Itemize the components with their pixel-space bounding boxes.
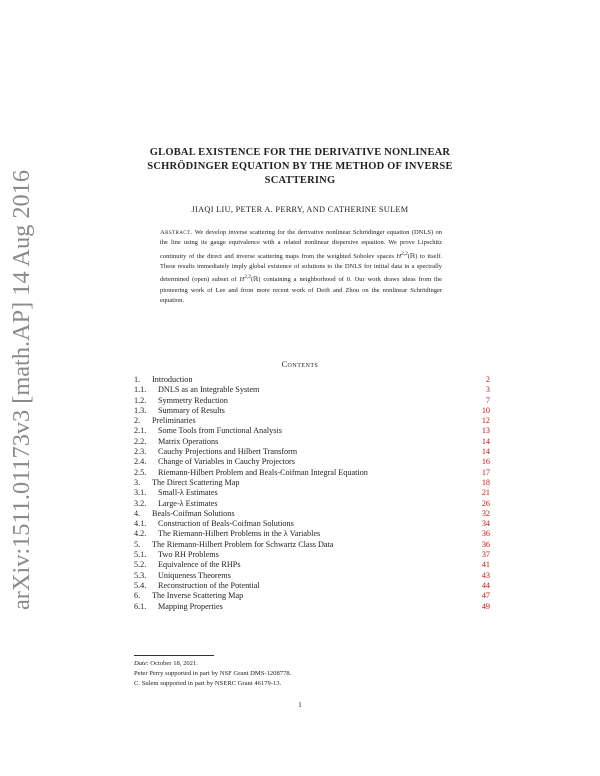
toc-entry-title: The Inverse Scattering Map [152,591,244,601]
abstract-text-1: We develop inverse scattering for the derivative nonlinear Schrödinger equation (DNLS) on the line using its gauge equivalence with a related nonlinear dispersive equation. We prove Lipschitz continuity of the direct and inverse scattering maps from the weighted Sobolev spaces [160,229,442,260]
table-of-contents [134,375,490,612]
sobolev-space-symbol: H [239,276,245,284]
toc-page-link[interactable]: 41 [481,560,490,570]
toc-entry-title: DNLS as an Integrable System [158,385,260,395]
toc-entry-title: Mapping Properties [158,601,223,611]
toc-entry[interactable] [134,540,490,550]
sobolev-space-symbol: H [396,252,402,260]
footnote-date [134,659,291,669]
toc-entry-number: 6. [134,591,141,601]
toc-entry[interactable] [134,581,490,591]
toc-entry[interactable] [134,396,490,406]
title-line-2: SCHRÖDINGER EQUATION BY THE METHOD OF INVERSE [147,161,453,172]
toc-entry-number: 6.1. [134,601,147,611]
contents-heading: Contents [281,360,319,369]
toc-page-link[interactable]: 36 [481,539,490,549]
toc-entry[interactable] [134,488,490,498]
toc-page-link[interactable]: 44 [481,580,490,590]
date-value: : October 18, 2021. [146,660,198,667]
toc-entry-number: 4.2. [134,529,147,539]
toc-page-link[interactable]: 13 [481,426,490,436]
toc-entry[interactable] [134,571,490,581]
toc-entry-title: Beals-Coifman Solutions [152,508,235,518]
toc-entry-number: 3. [134,477,141,487]
toc-page-link[interactable]: 3 [485,385,490,395]
toc-entry-title: Change of Variables in Cauchy Projectors [158,457,295,467]
toc-entry-title: Preliminaries [152,416,196,426]
toc-entry-number: 1.1. [134,385,147,395]
toc-entry-number: 2.2. [134,436,147,446]
sobolev-space-argument: (ℝ) [250,276,261,284]
toc-entry[interactable] [134,426,490,436]
toc-entry-title: The Riemann-Hilbert Problem for Schwartz Class Data [152,539,334,549]
toc-page-link[interactable]: 14 [481,436,490,446]
toc-entry-number: 5.2. [134,560,147,570]
toc-entry-number: 5. [134,539,141,549]
toc-entry[interactable] [134,602,490,612]
toc-entry-number: 2.3. [134,447,147,457]
toc-entry[interactable] [134,447,490,457]
toc-entry[interactable] [134,375,490,385]
paper-title [90,146,510,188]
arxiv-id-text: arXiv:1511.01173v3 [math.AP] 14 Aug 2016 [9,175,35,610]
title-line-1: GLOBAL EXISTENCE FOR THE DERIVATIVE NONLINEAR [149,147,451,158]
toc-entry-number: 5.3. [134,570,147,580]
toc-entry-number: 5.1. [134,550,147,560]
toc-entry-number: 1.3. [134,405,147,415]
sobolev-space-exponent: 2,2 [244,274,251,281]
toc-entry-title: Two RH Problems [158,550,219,560]
toc-entry-title: Uniqueness Theorems [158,570,231,580]
toc-entry[interactable] [134,529,490,539]
abstract [160,228,442,306]
author-list: JIAQI LIU, PETER A. PERRY, AND CATHERINE SULEM [191,205,409,214]
toc-entry-number: 5.4. [134,580,147,590]
toc-entry-title: The Direct Scattering Map [152,477,240,487]
arxiv-stamp-svg [2,170,38,610]
toc-page-link[interactable]: 16 [481,457,490,467]
toc-entry-number: 2.1. [134,426,147,436]
toc-entry[interactable] [134,468,490,478]
toc-entry-title: Symmetry Reduction [158,395,228,405]
toc-entry-title: Some Tools from Functional Analysis [158,426,282,436]
toc-page-link[interactable]: 10 [481,405,490,415]
toc-page-link[interactable]: 12 [481,416,490,426]
abstract-label: Abstract. [160,229,193,236]
toc-page-link[interactable]: 32 [481,508,490,518]
toc-page-link[interactable]: 7 [485,395,490,405]
toc-entry[interactable] [134,519,490,529]
title-line-3: SCATTERING [264,175,336,186]
toc-entry-number: 2. [134,416,141,426]
abstract-text-2: to itself. These results immediately imply global existence of solutions to the DNLS for initial data in a spectrally determined (open) subset of [160,252,442,284]
toc-entry-title: Riemann-Hilbert Problem and Beals-Coifman Integral Equation [158,467,368,477]
toc-page-link[interactable]: 17 [481,467,490,477]
toc-entry-number: 3.2. [134,498,147,508]
sobolev-space-exponent: 2,2 [401,250,408,257]
toc-page-link[interactable]: 49 [481,601,490,611]
toc-entry-number: 1.2. [134,395,147,405]
footnotes [134,659,291,690]
toc-entry-title: Matrix Operations [158,436,219,446]
toc-entry[interactable] [134,591,490,601]
toc-entry[interactable] [134,385,490,395]
arxiv-identifier-stamp [2,170,38,610]
footnote-perry-grant: Peter Perry supported in part by NSF Grant DMS-1208778. [134,670,292,678]
footnote-sulem-grant: C. Sulem supported in part by NSERC Grant 46179-13. [134,680,282,688]
toc-page-link[interactable]: 36 [481,529,490,539]
toc-entry-number: 2.5. [134,467,147,477]
toc-entry[interactable] [134,437,490,447]
toc-entry-number: 4. [134,508,141,518]
toc-entry[interactable] [134,406,490,416]
toc-entry-title: Reconstruction of the Potential [158,580,260,590]
toc-entry-title: The Riemann-Hilbert Problems in the λ Variables [158,529,321,539]
toc-page-link[interactable]: 14 [481,447,490,457]
abstract-text-3: containing a neighborhood of 0. Our work draws ideas from the pioneering work of Lee and from more recent work of Deift and Zhou on the nonlinear Schrödinger equation. [160,276,443,305]
toc-entry-title: Small-λ Estimates [158,488,218,498]
toc-entry-number: 2.4. [134,457,147,467]
toc-page-link[interactable]: 47 [481,591,490,601]
footnote-rule [134,655,214,656]
page-number: 1 [298,701,302,709]
toc-page-link[interactable]: 37 [481,550,490,560]
sobolev-space-argument: (ℝ) [407,252,418,260]
toc-entry[interactable] [134,478,490,488]
toc-entry-number: 1. [134,375,141,384]
toc-page-link[interactable]: 2 [485,375,490,384]
toc-entry-title: Introduction [152,375,193,384]
toc-entry[interactable] [134,550,490,560]
toc-entry-title: Cauchy Projections and Hilbert Transform [158,447,298,457]
toc-entry-title: Construction of Beals-Coifman Solutions [158,519,294,529]
toc-entry-title: Large-λ Estimates [158,498,218,508]
toc-entry-number: 4.1. [134,519,147,529]
toc-entry[interactable] [134,457,490,467]
toc-entry[interactable] [134,416,490,426]
toc-entry[interactable] [134,509,490,519]
toc-page-link[interactable]: 34 [481,519,490,529]
toc-page-link[interactable]: 18 [481,477,490,487]
toc-page-link[interactable]: 26 [481,498,490,508]
toc-entry[interactable] [134,499,490,509]
toc-entry-title: Equivalence of the RHPs [158,560,241,570]
toc-page-link[interactable]: 43 [481,570,490,580]
date-label: Date [134,660,147,667]
toc-entry-title: Summary of Results [158,405,225,415]
toc-entry[interactable] [134,560,490,570]
toc-page-link[interactable]: 21 [481,488,490,498]
toc-entry-number: 3.1. [134,488,147,498]
